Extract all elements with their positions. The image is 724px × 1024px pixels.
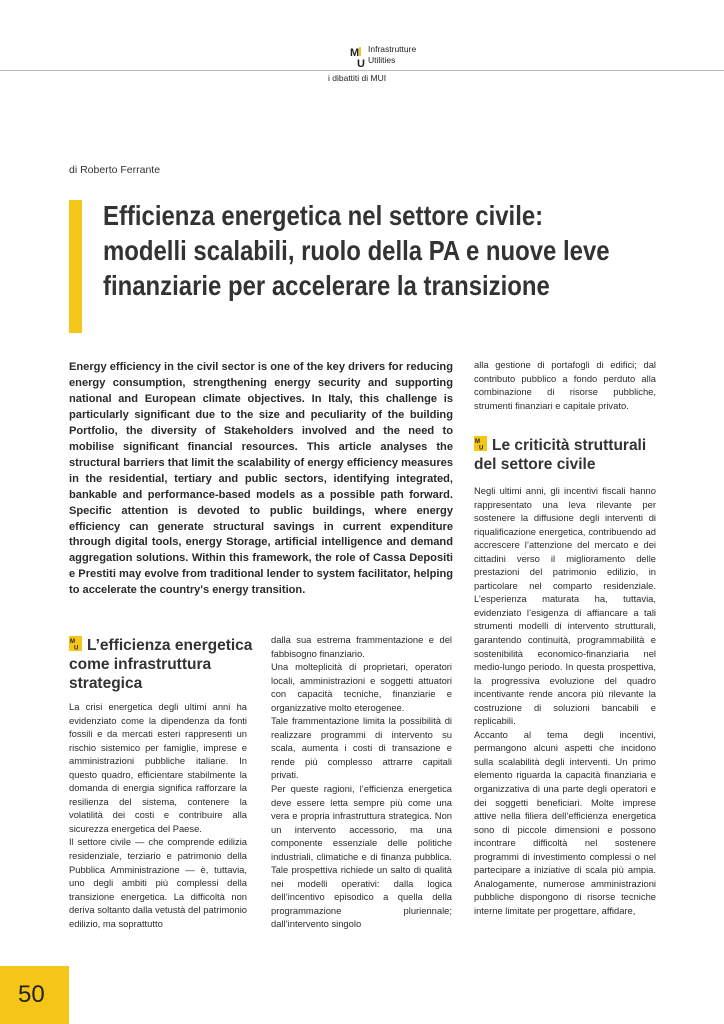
masthead-subtitle: i dibattiti di MUI <box>328 73 387 83</box>
svg-text:M: M <box>475 439 480 445</box>
mui-section-icon <box>69 636 82 651</box>
title-accent-bar <box>69 200 82 333</box>
paragraph: La crisi energetica degli ultimi anni ha evidenziato come la dipendenza da fonti fossili e da mercati esteri rappresenti un rischio sistemico per famiglie, imprese e amministrazioni pubbliche italiane. In questo quadro, efficientare stabilmente la domanda di energia significa rafforzare la resilienza del sistema, contenere la volatilità dei costi e contribuire alla sicurezza energetica del Paese. <box>69 701 247 834</box>
paragraph: Per queste ragioni, l’efficienza energetica deve essere letta sempre più come una vera e propria infrastruttura strategica. Non un intervento accessorio, ma una componente essenziale delle politiche industriali, climatiche e di finanza pubblica. Tale prospettiva richiede un salto di qualità nei modelli operativi: dalla logica dell’incentivo episodico a quella della programmazione pluriennale; dall’intervento singolo <box>271 783 452 930</box>
abstract: Energy efficiency in the civil sector is one of the key drivers for reducing energy consumption, strengthening energy security and supporting national and European climate objectives. In Italy, this challenge is particularly significant due to the size and peculiarity of the building Portfolio, the diversity of Stakeholders involved and the need to mobilise significant financial resources. This article analyses the structural barriers that limit the scalability of energy efficiency measures in the residential, tertiary and public sectors, identifying integrated, bankable and performance-based models as a possible path forward. Specific attention is devoted to public buildings, where energy efficiency can generate structural savings in current expenditure through digital tools, energy Storage, artificial intelligence and demand aggregation solutions. Within this framework, the role of Cassa Depositi e Prestiti may evolve from traditional lender to system facilitator, helping to accelerate the country's energy transition. <box>69 361 453 597</box>
paragraph: dalla sua estrema frammentazione e del fabbisogno finanziario. <box>271 634 452 659</box>
paragraph: Accanto al tema degli incentivi, permangono alcuni aspetti che incidono sulla scalabilità degli interventi. Un primo elemento riguarda la capacità finanziaria e organizzativa di una parte degli operatori e dei soggetti beneficiari. Molte imprese attive nella filiera dell’efficienza energetica sono di piccole dimensioni e possono incontrare difficoltà nel sostenere programmi di investimento complessi o nel partecipare a iniziative di scala più ampia. Analogamente, numerose amministrazioni pubbliche dispongono di risorse tecniche interne limitate per progettare, affidare, <box>474 728 656 916</box>
svg-text:U: U <box>479 445 484 450</box>
svg-text:M: M <box>70 639 75 645</box>
svg-text:U: U <box>357 58 365 68</box>
paragraph: Il settore civile — che comprende edilizia residenziale, terziario e patrimonio della Pubblica Amministrazione — è, tuttavia, uno degli ambiti più complessi della transizione energetica. La difficoltà non deriva soltanto dalla vetustà del patrimonio edilizio, ma soprattutto <box>69 836 247 929</box>
paragraph: Una molteplicità di proprietari, operatori locali, amministrazioni e soggetti attuatori con capacità tecniche, finanziarie e organizzative molto eterogenee. <box>271 661 452 713</box>
paragraph: alla gestione di portafogli di edifici; dal contributo pubblico a fondo perduto alla combinazione di risorse pubbliche, strumenti finanziari e capitale privato. <box>474 359 656 411</box>
masthead-brand-line2: Utilities <box>368 55 396 65</box>
mui-section-icon <box>474 436 487 451</box>
svg-text:U: U <box>74 645 79 650</box>
section-heading-efficienza <box>69 636 254 693</box>
paragraph: Tale frammentazione limita la possibilità di realizzare programmi di intervento su scala, aumenta i costi di transazione e rende più complesso attrarre capitali privati. <box>271 715 452 781</box>
mui-logo-icon <box>350 46 366 68</box>
column-1 <box>69 700 247 930</box>
column-3-top <box>474 358 656 412</box>
masthead-brand-line1: Infrastrutture <box>368 44 417 54</box>
column-2 <box>271 633 452 931</box>
column-3 <box>474 484 656 918</box>
paragraph: Negli ultimi anni, gli incentivi fiscali hanno rappresentato una leva rilevante per sostenere la diffusione degli interventi di riqualificazione energetica, contribuendo ad accrescere l’attenzione del mercato e dei cittadini verso il miglioramento delle prestazioni del patrimonio edilizio, in particolare nel comparto residenziale. L’esperienza maturata ha, tuttavia, evidenziato l’esigenza di affiancare a tali strumenti modelli di intervento strutturali, garantendo continuità, programmabilità e sostenibilità economico-finanziaria nel medio-lungo periodo. In questa prospettiva, la progressiva evoluzione del quadro incentivante rende ancora più rilevante la costruzione di soluzioni bancabili e replicabili. <box>474 485 656 727</box>
section-heading-text: Le criticità strutturali del settore civile <box>474 437 647 473</box>
section-heading-text: L’efficienza energetica come infrastruttura strategica <box>69 637 253 692</box>
section-heading-criticita <box>474 436 659 474</box>
masthead <box>328 44 460 84</box>
page-number: 50 <box>18 981 45 1008</box>
author-byline: di Roberto Ferrante <box>69 164 161 176</box>
article-title: Efficienza energetica nel settore civile: modelli scalabili, ruolo della PA e nuove leve finanziarie per accelerare la transizione <box>103 200 610 301</box>
svg-text:M: M <box>350 47 360 59</box>
